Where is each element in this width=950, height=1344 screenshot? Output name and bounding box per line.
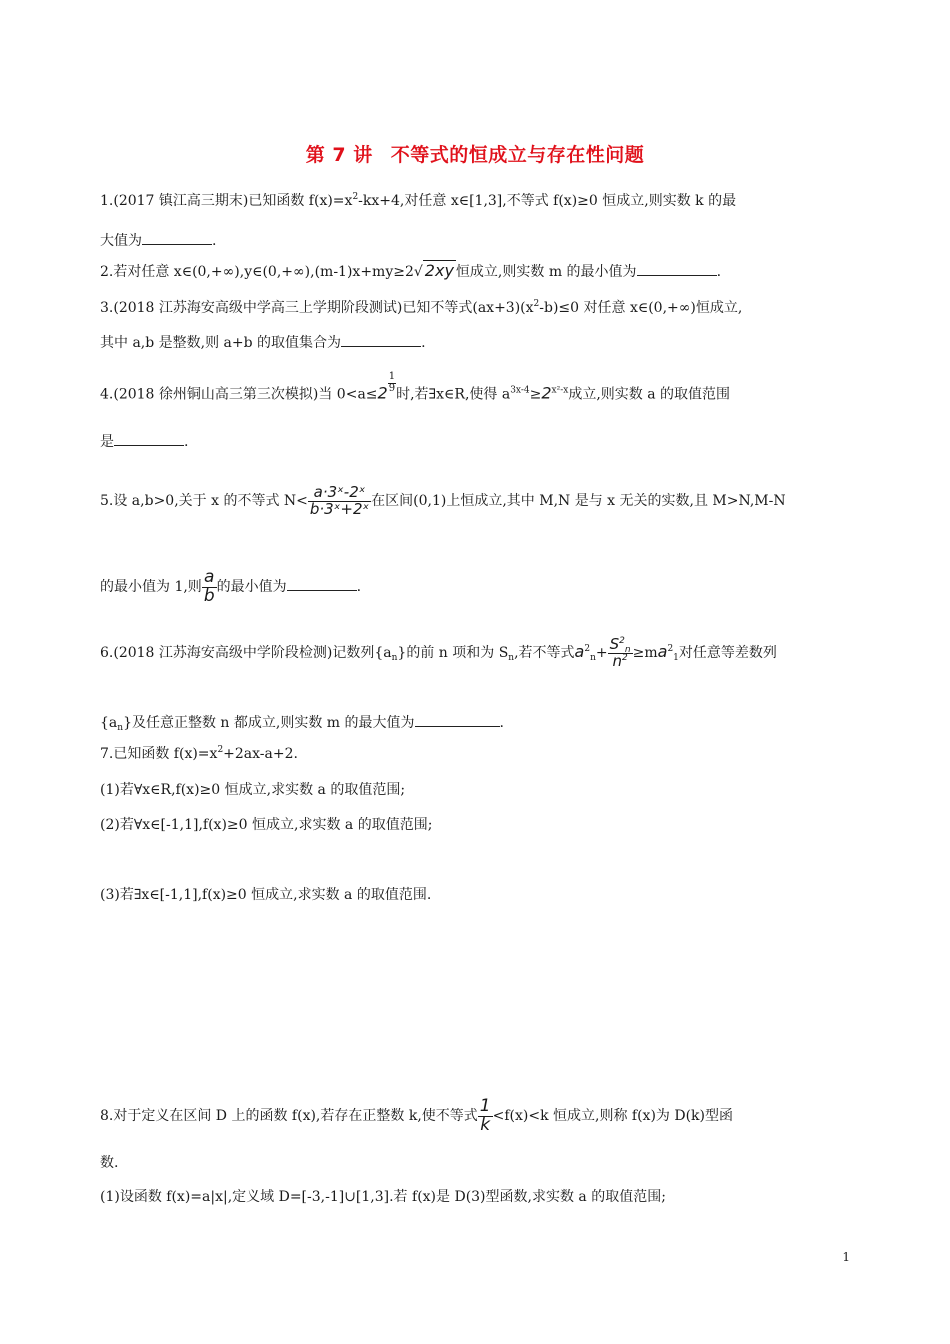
question-5-line-2: 的最小值为 1,则 $\frac{a}{b}$ 的最小值为 . xyxy=(100,566,362,606)
question-8-part-1: (1)设函数 f(x)=a|x|,定义域 D=[-3,-1]∪[1,3].若 f(x)是 D(3)型函数,求实数 a 的取值范围; xyxy=(100,1189,666,1205)
answer-blank[interactable] xyxy=(415,712,500,727)
question-7-part-1: (1)若∀x∈R,f(x)≥0 恒成立,求实数 a 的取值范围; xyxy=(100,782,406,798)
question-2: 2.若对任意 x∈(0,+∞),y∈(0,+∞),(m-1)x+my≥2√ 2xy 恒成立,则实数 m 的最小值为 . xyxy=(100,261,722,280)
question-1-line-1: 1.(2017 镇江高三期末)已知函数 $f(x)=x^2-kx+4$,对任意 x∈[1,3],不等式 f(x)≥0 恒成立,则实数 k 的最 xyxy=(100,192,737,209)
question-3-line-1: 3.(2018 江苏海安高级中学高三上学期阶段测试)已知不等式$(ax+3)(x^2-b)\le 0$ 对任意 x∈(0,+∞)恒成立, xyxy=(100,299,743,316)
question-3-line-2: 其中 a,b 是整数,则 a+b 的取值集合为 . xyxy=(100,332,860,353)
question-5-line-1: 5.设 a,b>0,关于 x 的不等式 N< $\frac{\text{a·3ˣ-2ˣ}}{\text{b·3ˣ+2ˣ}}$ 在区间(0,1)上恒成立,其中 M,N 是与 x 无关的实数,且 M>N,M-N xyxy=(100,482,786,518)
fraction: $\frac{\text{a·3ˣ-2ˣ}}{\text{b·3ˣ+2ˣ}}$ xyxy=(309,482,370,518)
lecture-title: 不等式的恒成立与存在性问题 xyxy=(390,144,645,166)
sqrt-expression: √ 2xy xyxy=(413,261,454,280)
fraction-a-over-b: $\frac{a}{b}$ xyxy=(203,566,215,606)
answer-blank[interactable] xyxy=(637,261,717,276)
question-6-line-2: $\{a_n\}$及任意正整数 n 都成立,则实数 m 的最大值为 . xyxy=(100,712,860,733)
question-7-part-3: (3)若∃x∈[-1,1],f(x)≥0 恒成立,求实数 a 的取值范围. xyxy=(100,887,432,903)
question-7-part-2: (2)若∀x∈[-1,1],f(x)≥0 恒成立,求实数 a 的取值范围; xyxy=(100,817,433,833)
page-title xyxy=(0,140,950,167)
fraction-1-over-k: $\frac{1}{k}$ xyxy=(479,1095,491,1135)
lecture-number: 第 7 讲 xyxy=(305,144,373,166)
question-7-stem: 7.已知函数 $f(x)=x^2+2ax-a+2$. xyxy=(100,745,298,762)
question-8-line-1: 8.对于定义在区间 D 上的函数 f(x),若存在正整数 k,使不等式 $\frac{1}{k}$ <f(x)<k 恒成立,则称 f(x)为 D(k)型函 xyxy=(100,1095,733,1135)
answer-blank[interactable] xyxy=(142,230,212,245)
question-8-line-2: 数. xyxy=(100,1155,119,1171)
answer-blank[interactable] xyxy=(114,431,184,446)
answer-blank[interactable] xyxy=(287,576,357,591)
question-6-line-1: 6.(2018 江苏海安高级中学阶段检测)记数列$\{a_n\}$的前 n 项和为 $S_n$,若不等式$a^2_n+$ $\frac{S^2_n}{n^2}$ $\ge ma^2_1$对任意等差数列 xyxy=(100,634,777,670)
question-4-line-2: 是 . xyxy=(100,431,860,452)
question-1-line-2: 大值为 . xyxy=(100,230,860,251)
question-4-line-1: 4.(2018 徐州铜山高三第三次模拟)当 0<a≤2 $\frac{1}{9}$ 时,若∃x∈R,使得 $a^{3x-4}\ge 2^{x^2-x}$成立,则实数 a 的取值范围 xyxy=(100,371,731,403)
answer-blank[interactable] xyxy=(341,332,421,347)
page-number: 1 xyxy=(842,1250,850,1264)
fraction-sn-over-n2: $\frac{S^2_n}{n^2}$ xyxy=(609,634,631,670)
